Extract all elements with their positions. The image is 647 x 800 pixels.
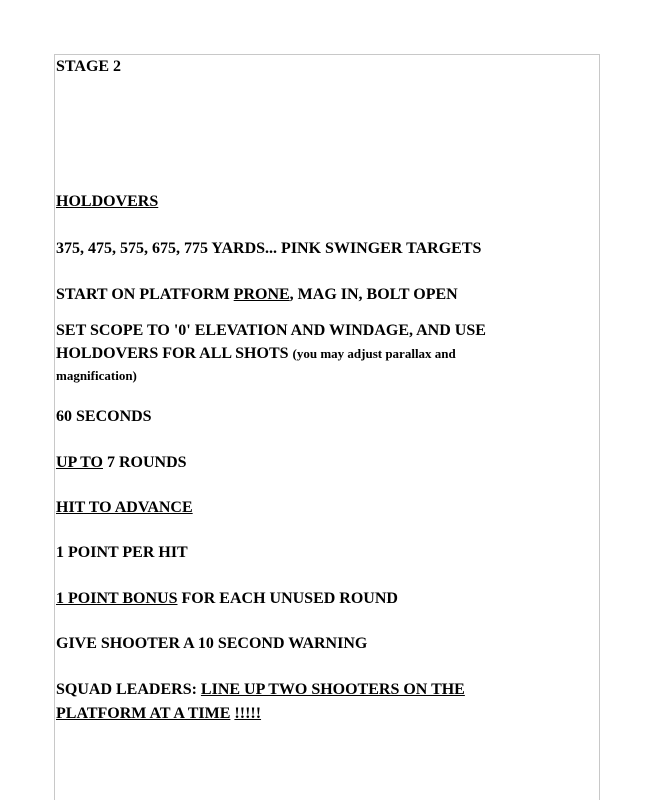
rounds-upto-underlined: UP TO xyxy=(56,454,103,471)
holdovers-heading-text: HOLDOVERS xyxy=(56,193,159,210)
stage-title-text: STAGE 2 xyxy=(56,58,122,75)
scope-line-2 xyxy=(56,344,456,364)
bonus-underlined: 1 POINT BONUS xyxy=(56,590,178,607)
scope-line-1 xyxy=(56,321,486,341)
start-position-line xyxy=(56,285,458,305)
warning-line xyxy=(56,634,367,654)
start-suffix: , MAG IN, BOLT OPEN xyxy=(289,286,458,303)
scope-holdovers-text: HOLDOVERS FOR ALL SHOTS xyxy=(56,345,293,362)
bonus-line xyxy=(56,589,398,609)
scope-note-cont-text: magnification) xyxy=(56,368,137,383)
rounds-suffix: 7 ROUNDS xyxy=(102,454,187,471)
targets-line-text: 375, 475, 575, 675, 775 YARDS... PINK SWINGER TARGETS xyxy=(56,240,482,257)
squad-leaders-line-2 xyxy=(56,704,261,724)
advance-text: HIT TO ADVANCE xyxy=(56,499,193,516)
bonus-suffix: FOR EACH UNUSED ROUND xyxy=(177,590,398,607)
squad-exclaim: !!!!! xyxy=(234,705,262,722)
points-text: 1 POINT PER HIT xyxy=(56,544,188,561)
scope-line-3 xyxy=(56,366,137,386)
points-line xyxy=(56,543,188,563)
stage-title xyxy=(56,57,121,77)
squad-prefix: SQUAD LEADERS: xyxy=(56,681,201,698)
time-limit-line xyxy=(56,407,152,427)
scope-line-1-text: SET SCOPE TO '0' ELEVATION AND WINDAGE, AND USE xyxy=(56,322,486,339)
warning-text: GIVE SHOOTER A 10 SECOND WARNING xyxy=(56,635,368,652)
start-prone-underlined: PRONE xyxy=(233,286,290,303)
rounds-line xyxy=(56,453,187,473)
time-limit-text: 60 SECONDS xyxy=(56,408,152,425)
targets-line xyxy=(56,239,481,259)
holdovers-heading xyxy=(56,192,158,212)
start-prefix: START ON PLATFORM xyxy=(56,286,234,303)
squad-instruction-line-1: LINE UP TWO SHOOTERS ON THE xyxy=(200,681,465,698)
squad-leaders-line-1 xyxy=(56,680,465,700)
scope-note-text: (you may adjust parallax and xyxy=(292,346,456,361)
advance-line xyxy=(56,498,193,518)
squad-instruction-line-2: PLATFORM AT A TIME xyxy=(56,705,231,722)
